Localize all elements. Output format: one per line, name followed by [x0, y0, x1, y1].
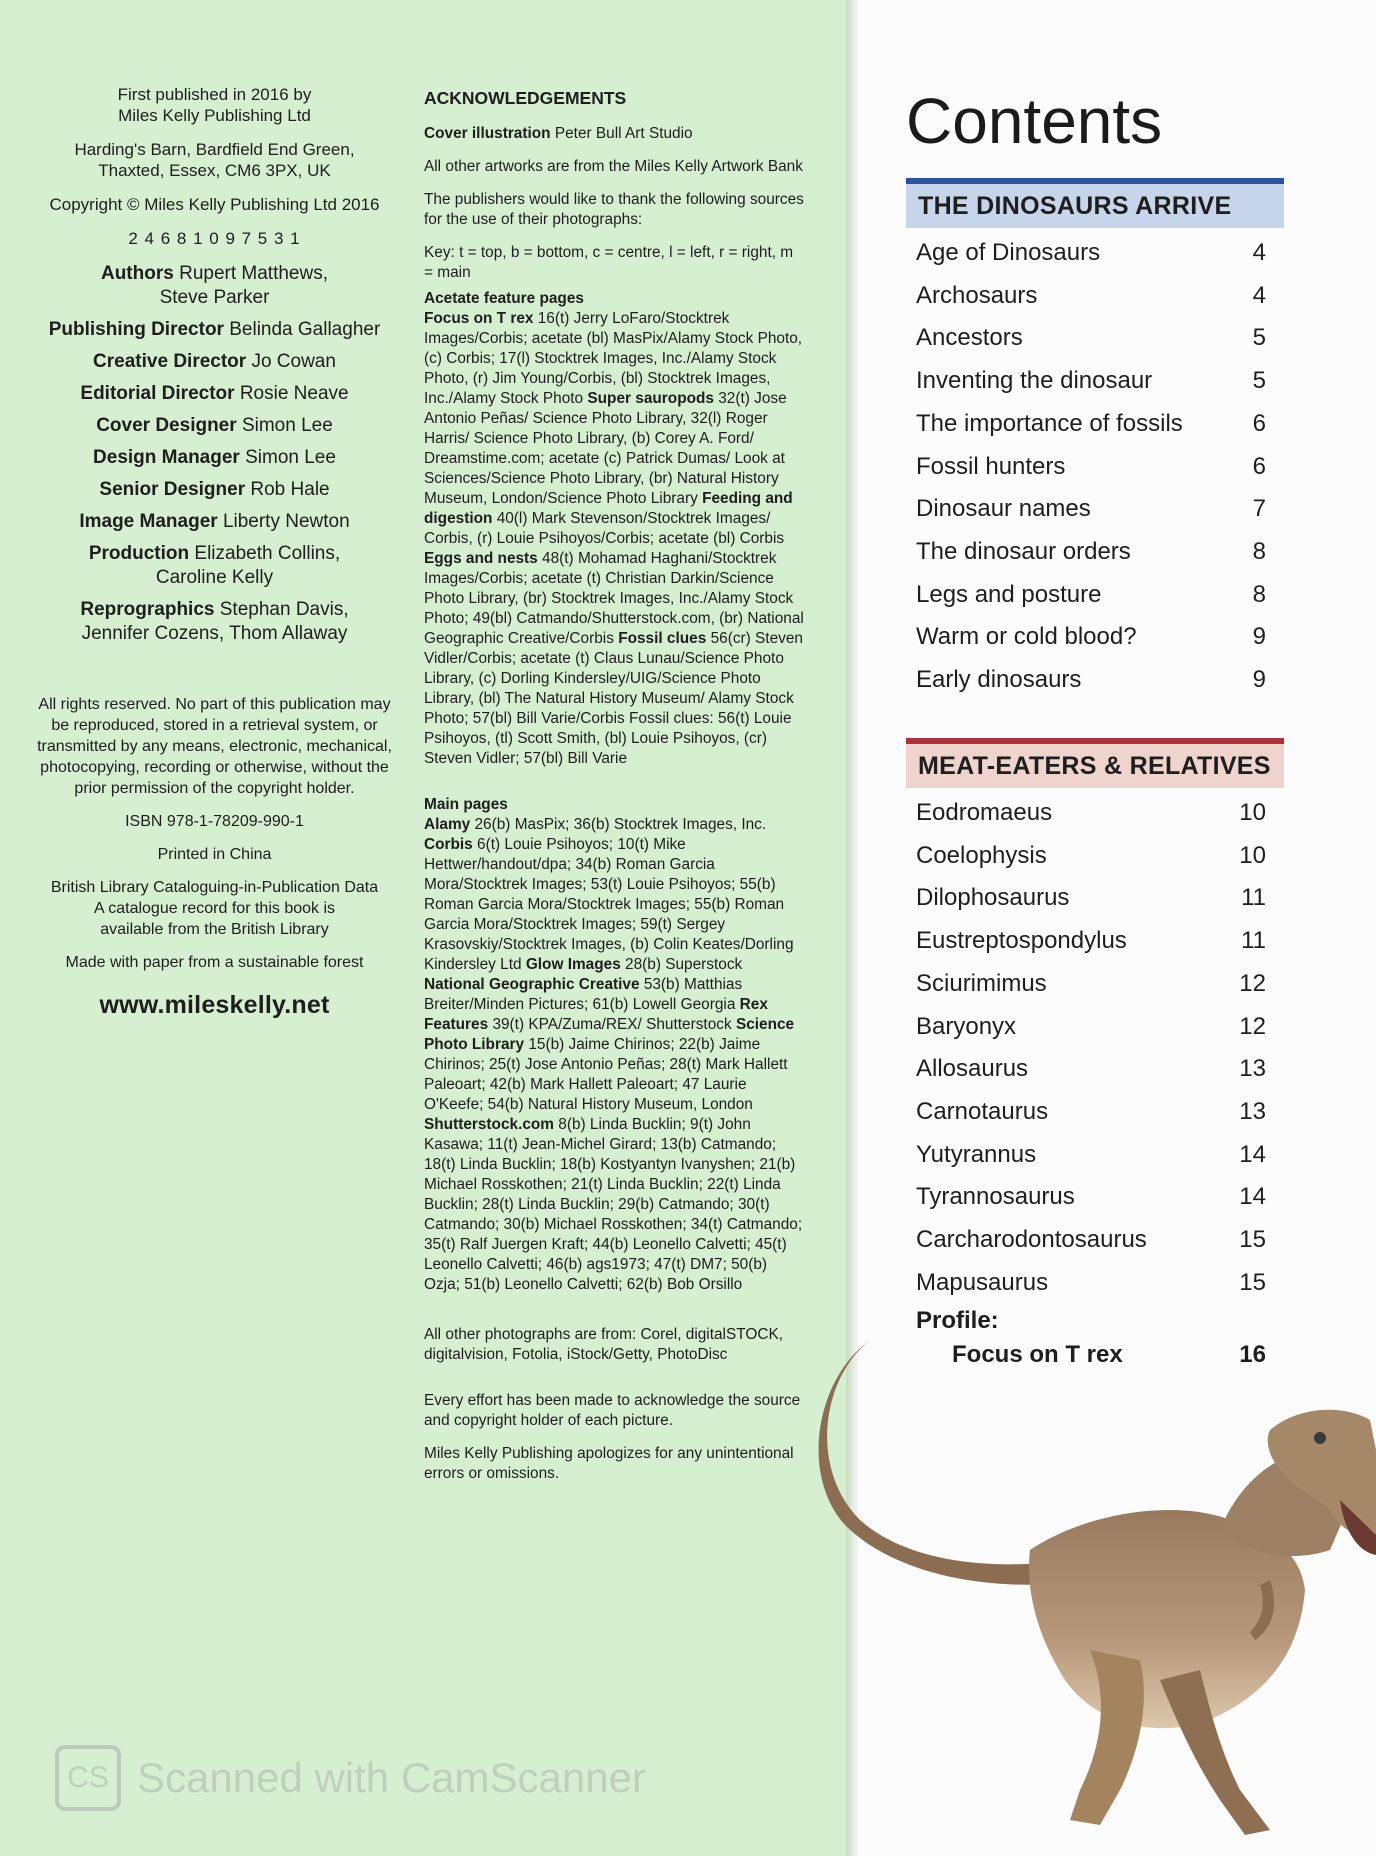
- toc-label: Mapusaurus: [916, 1268, 1049, 1296]
- credit-role: Publishing Director: [48, 319, 224, 340]
- credit-image-manager: [22, 510, 407, 534]
- credit-reprographics: [22, 598, 407, 646]
- credit-names: Simon Lee: [241, 415, 333, 436]
- credit-names: Rob Hale: [250, 479, 330, 500]
- credit-label: Glow Images: [525, 956, 621, 973]
- toc-page: 4: [1252, 239, 1266, 266]
- toc-page: 9: [1252, 666, 1266, 694]
- toc-page: 8: [1252, 537, 1266, 565]
- copyright-line: Copyright © Miles Kelly Publishing Ltd 2016: [49, 195, 380, 214]
- credit-label: National Geographic Creative: [424, 976, 640, 993]
- toc-label: Sciurimimus: [916, 969, 1047, 997]
- credit-text: 28(b) Superstock: [625, 956, 743, 973]
- toc-page: 13: [1239, 1097, 1266, 1125]
- credit-text: 16(t) Jerry LoFaro/Stocktrek Images/Corbis; acetate (bl) MasPix/Alamy Stock Photo, (c) Corbis; 17(l) Stocktrek Images, Inc./Alamy Stock Photo, (r) Jim Young/Corbis, (bl) Stocktrek Images, Inc./Alamy Stock Photo: [424, 310, 803, 407]
- acetate-heading: Acetate feature pages: [424, 290, 584, 307]
- credit-label: Feeding and digestion: [424, 490, 793, 527]
- credit-label: Fossil clues: [618, 630, 707, 647]
- imprint-column: [22, 84, 407, 1019]
- profile-item-page: 16: [1239, 1341, 1266, 1369]
- credit-publishing-director: [22, 318, 407, 342]
- credit-role: Image Manager: [79, 511, 218, 532]
- toc-item[interactable]: [906, 877, 1284, 920]
- credit-role: Authors: [100, 263, 174, 284]
- contents-title: Contents: [906, 85, 1163, 157]
- credit-role: Editorial Director: [80, 383, 235, 404]
- toc-item[interactable]: [906, 1134, 1284, 1177]
- toc-page: 9: [1252, 623, 1266, 651]
- section-heading: THE DINOSAURS ARRIVE: [906, 178, 1284, 228]
- credit-names: Stephan Davis,: [219, 599, 349, 620]
- credit-text: 8(b) Linda Bucklin; 9(t) John Kasawa; 11(t) Jean-Michel Girard; 13(b) Catmando; 18(t) Linda Bucklin; 18(b) Kostyantyn Ivanyshen; 21(b) Michael Rosskothen; 21(t) Linda Bucklin; 22(t) Linda Bucklin; 28(t) Linda Bucklin; 29(b) Catmando; 30(t) Catmando; 30(b) Michael Rosskothen; 34(t) Catmando; 35(t) Ralf Juergen Kraft; 44(b) Leonello Calvetti; 45(t) Leonello Calvetti; 46(b) ags1973; 47(t) DM7; 50(b) Ozja; 51(b) Leonello Calvetti; 62(b) Bob Orsillo: [424, 1116, 803, 1293]
- toc-label: Age of Dinosaurs: [916, 239, 1101, 266]
- toc-list: [906, 788, 1284, 1304]
- toc-page: 5: [1252, 367, 1266, 395]
- toc-list: [906, 228, 1284, 702]
- address-line-2: Thaxted, Essex, CM6 3PX, UK: [98, 161, 331, 180]
- section-heading: MEAT-EATERS & RELATIVES: [906, 738, 1284, 788]
- toc-label: Coelophysis: [916, 841, 1047, 869]
- toc-page: 5: [1252, 324, 1266, 352]
- toc-item[interactable]: [906, 616, 1284, 659]
- publisher-address: [22, 139, 407, 181]
- cip-line-2: A catalogue record for this book is available from the British Library: [93, 900, 336, 938]
- credit-authors: [22, 262, 407, 310]
- toc-page: 11: [1241, 927, 1266, 955]
- toc-page: 6: [1252, 452, 1266, 480]
- isbn: ISBN 978-1-78209-990-1: [125, 813, 304, 830]
- toc-page: 14: [1239, 1140, 1266, 1168]
- toc-label: Yutyrannus: [916, 1140, 1037, 1168]
- watermark-text: Scanned with CamScanner: [137, 1754, 646, 1801]
- credit-production: [22, 542, 407, 590]
- toc-page: 8: [1252, 580, 1266, 608]
- acetate-credits: [424, 309, 804, 769]
- cip-data: [22, 877, 407, 940]
- toc-item[interactable]: [906, 403, 1284, 446]
- toc-item[interactable]: [906, 275, 1284, 318]
- credit-label: Rex Features: [424, 996, 768, 1033]
- website-url: www.mileskelly.net: [99, 991, 330, 1019]
- toc-label: The importance of fossils: [916, 409, 1183, 437]
- credit-text: 48(t) Mohamad Haghani/Stocktrek Images/Corbis; acetate (t) Christian Darkin/Science Photo Library, (br) Stocktrek Images, Inc./Alamy Stock Photo; 49(bl) Catmando/Shutterstock.com, (br) National Geographic Creative/Corbis: [424, 550, 804, 647]
- credit-names-2: Jennifer Cozens, Thom Allaway: [81, 623, 348, 644]
- toc-label: Eodromaeus: [916, 799, 1053, 826]
- credit-role: Reprographics: [80, 599, 215, 620]
- toc-label: Tyrannosaurus: [916, 1183, 1075, 1211]
- credit-label: Focus on T rex: [424, 310, 534, 327]
- cip-line-1: British Library Cataloguing-in-Publication Data: [50, 879, 379, 896]
- credit-label: Corbis: [424, 836, 473, 853]
- toc-item[interactable]: [906, 963, 1284, 1006]
- credit-text: 15(b) Jaime Chirinos; 22(b) Jaime Chirinos; 25(t) Jose Antonio Peñas; 28(t) Mark Hallett Paleoart; 42(b) Mark Hallett Paleoart; 47 Laurie O'Keefe; 54(b) Natural History Museum, London: [424, 1036, 788, 1113]
- toc-item[interactable]: [906, 1091, 1284, 1134]
- credit-creative-director: [22, 350, 407, 374]
- camscanner-icon: CS: [55, 1745, 121, 1811]
- toc-page: 11: [1241, 884, 1266, 912]
- toc-label: Dinosaur names: [916, 495, 1091, 523]
- credit-design-manager: [22, 446, 407, 470]
- tyrannosaurus-illustration: [800, 1320, 1376, 1856]
- credit-names: Rosie Neave: [239, 383, 349, 404]
- credit-names-2: Steve Parker: [159, 287, 270, 308]
- cover-credit: [424, 124, 804, 144]
- toc-label: Warm or cold blood?: [916, 623, 1137, 651]
- toc-label: Archosaurs: [916, 281, 1038, 309]
- toc-item[interactable]: [906, 920, 1284, 963]
- effort-note: Every effort has been made to acknowledge the source and copyright holder of each picture.: [424, 1392, 801, 1429]
- credit-names-2: Caroline Kelly: [155, 567, 274, 588]
- key-note: Key: t = top, b = bottom, c = centre, l = left, r = right, m = main: [424, 244, 794, 281]
- toc-item[interactable]: [906, 232, 1284, 275]
- toc-page: 12: [1239, 969, 1266, 997]
- credit-role: Senior Designer: [99, 479, 246, 500]
- section-dinosaurs-arrive: [906, 178, 1284, 702]
- credit-names: Simon Lee: [245, 447, 336, 468]
- toc-label: Allosaurus: [916, 1055, 1029, 1083]
- toc-item[interactable]: [906, 360, 1284, 403]
- toc-page: 10: [1239, 841, 1266, 869]
- toc-item[interactable]: [906, 317, 1284, 360]
- acknowledgements-column: [424, 88, 804, 1497]
- toc-page: 4: [1252, 281, 1266, 309]
- toc-label: Ancestors: [916, 324, 1023, 352]
- toc-label: The dinosaur orders: [916, 537, 1131, 565]
- credit-editorial-director: [22, 382, 407, 406]
- main-pages-heading: Main pages: [424, 796, 508, 813]
- printed-in: Printed in China: [157, 846, 272, 863]
- toc-label: Early dinosaurs: [916, 666, 1082, 694]
- profile-label: Profile:: [916, 1307, 999, 1335]
- credit-names: Elizabeth Collins,: [194, 543, 341, 564]
- credit-text: 56(cr) Steven Vidler/Corbis; acetate (t) Claus Lunau/Science Photo Library, (c) Dorling Kindersley/UIG/Science Photo Library, (bl) The Natural History Museum/ Alamy Stock Photo; 57(bl) Bill Varie/Corbis Fossil clues: 56(t) Louie Psihoyos, (tl) Scott Smith, (bl) Louie Psihoyos, (cr) Steven Vidler; 57(bl) Bill Varie: [424, 630, 803, 767]
- toc-page: 6: [1252, 409, 1266, 437]
- toc-item[interactable]: [906, 1048, 1284, 1091]
- toc-item[interactable]: [906, 1262, 1284, 1305]
- toc-label: Dilophosaurus: [916, 884, 1070, 912]
- cover-label: Cover illustration: [424, 125, 551, 142]
- credit-text: 39(t) KPA/Zuma/REX/ Shutterstock: [492, 1016, 732, 1033]
- published-line: First published in 2016 by: [117, 85, 312, 104]
- credit-role: Design Manager: [93, 447, 240, 468]
- dinosaur-eye: [1314, 1432, 1326, 1444]
- credit-label: Shutterstock.com: [424, 1116, 554, 1133]
- thanks-note: The publishers would like to thank the following sources for the use of their photographs:: [424, 191, 804, 228]
- credit-label: Eggs and nests: [424, 550, 538, 567]
- credit-text: 6(t) Louie Psihoyos; 10(t) Mike Hettwer/handout/dpa; 34(b) Roman Garcia Mora/Stocktrek Images; 53(t) Louie Psihoyos; 55(b) Roman Garcia Mora/Stocktrek Images; 55(b) Roman Garcia Mora/Stocktrek Images; 59(t) Sergey Krasovskiy/Stocktrek Images, (b) Colin Keates/Dorling Kindersley Ltd: [424, 836, 794, 973]
- publisher-name: Miles Kelly Publishing Ltd: [118, 106, 311, 125]
- toc-item[interactable]: [906, 659, 1284, 702]
- section-meat-eaters: [906, 738, 1284, 1372]
- other-photos-note: All other photographs are from: Corel, digitalSTOCK, digitalvision, Fotolia, iStock/Getty, PhotoDisc: [424, 1326, 783, 1363]
- toc-item[interactable]: [906, 1006, 1284, 1049]
- profile-item-label: Focus on T rex: [952, 1341, 1123, 1369]
- cover-text: Peter Bull Art Studio: [554, 125, 693, 142]
- toc-label: Inventing the dinosaur: [916, 367, 1153, 395]
- credit-text: 53(b) Matthias Breiter/Minden Pictures; 61(b) Lowell Georgia: [424, 976, 743, 1013]
- credit-cover-designer: [22, 414, 407, 438]
- toc-page: 13: [1239, 1055, 1266, 1083]
- toc-item[interactable]: [906, 574, 1284, 617]
- artworks-note: All other artworks are from the Miles Kelly Artwork Bank: [424, 158, 803, 175]
- toc-item[interactable]: [906, 446, 1284, 489]
- toc-label: Fossil hunters: [916, 452, 1066, 480]
- print-number-line: 2 4 6 8 1 0 9 7 5 3 1: [128, 229, 301, 248]
- credit-label: Alamy: [424, 816, 471, 833]
- toc-item[interactable]: [906, 488, 1284, 531]
- credit-role: Cover Designer: [96, 415, 237, 436]
- apology-note: Miles Kelly Publishing apologizes for any unintentional errors or omissions.: [424, 1445, 794, 1482]
- camscanner-watermark: [55, 1745, 646, 1811]
- toc-item[interactable]: [906, 531, 1284, 574]
- toc-page: 15: [1239, 1268, 1266, 1296]
- toc-page: 12: [1239, 1012, 1266, 1040]
- credit-names: Belinda Gallagher: [229, 319, 381, 340]
- credit-text: 26(b) MasPix; 36(b) Stocktrek Images, Inc.: [474, 816, 767, 833]
- credit-role: Creative Director: [93, 351, 247, 372]
- toc-page: 15: [1239, 1226, 1266, 1254]
- paper-note: Made with paper from a sustainable forest: [65, 954, 364, 971]
- publication-info: [22, 84, 407, 126]
- toc-page: 7: [1252, 495, 1266, 523]
- credit-text: 32(t) Jose Antonio Peñas/ Science Photo Library, 32(l) Roger Harris/ Science Photo Library, (b) Corey A. Ford/ Dreamstime.com; acetate (c) Patrick Dumas/ Look at Sciences/Science Photo Library, (br) Natural History Museum, London/Science Photo Library: [424, 390, 787, 507]
- credit-label: Science Photo Library: [424, 1016, 795, 1053]
- address-line-1: Harding's Barn, Bardfield End Green,: [74, 140, 355, 159]
- credit-names: Jo Cowan: [251, 351, 336, 372]
- toc-label: Legs and posture: [916, 580, 1102, 608]
- rights-statement: All rights reserved. No part of this publication may be reproduced, stored in a retrieval system, or transmitted by any means, electronic, mechanical, photocopying, recording or otherwise, without the prior permission of the copyright holder.: [37, 696, 392, 797]
- credit-role: Production: [88, 543, 190, 564]
- credit-text: 40(l) Mark Stevenson/Stocktrek Images/ Corbis, (r) Louie Psihoyos/Corbis; acetate (bl) Corbis: [424, 510, 785, 547]
- toc-page: 10: [1239, 799, 1266, 826]
- toc-label: Carnotaurus: [916, 1097, 1049, 1125]
- toc-label: Carcharodontosaurus: [916, 1226, 1147, 1254]
- credit-label: Super sauropods: [587, 390, 714, 407]
- main-credits: [424, 815, 804, 1295]
- toc-item[interactable]: [906, 792, 1284, 835]
- toc-item[interactable]: [906, 835, 1284, 878]
- credit-names: Liberty Newton: [222, 511, 350, 532]
- acknowledgements-heading: ACKNOWLEDGEMENTS: [424, 88, 627, 108]
- toc-item[interactable]: [906, 1176, 1284, 1219]
- toc-page: 14: [1239, 1183, 1266, 1211]
- credit-senior-designer: [22, 478, 407, 502]
- toc-item[interactable]: [906, 1219, 1284, 1262]
- toc-label: Eustreptospondylus: [916, 927, 1127, 955]
- toc-label: Baryonyx: [916, 1012, 1017, 1040]
- credit-names: Rupert Matthews,: [179, 263, 328, 284]
